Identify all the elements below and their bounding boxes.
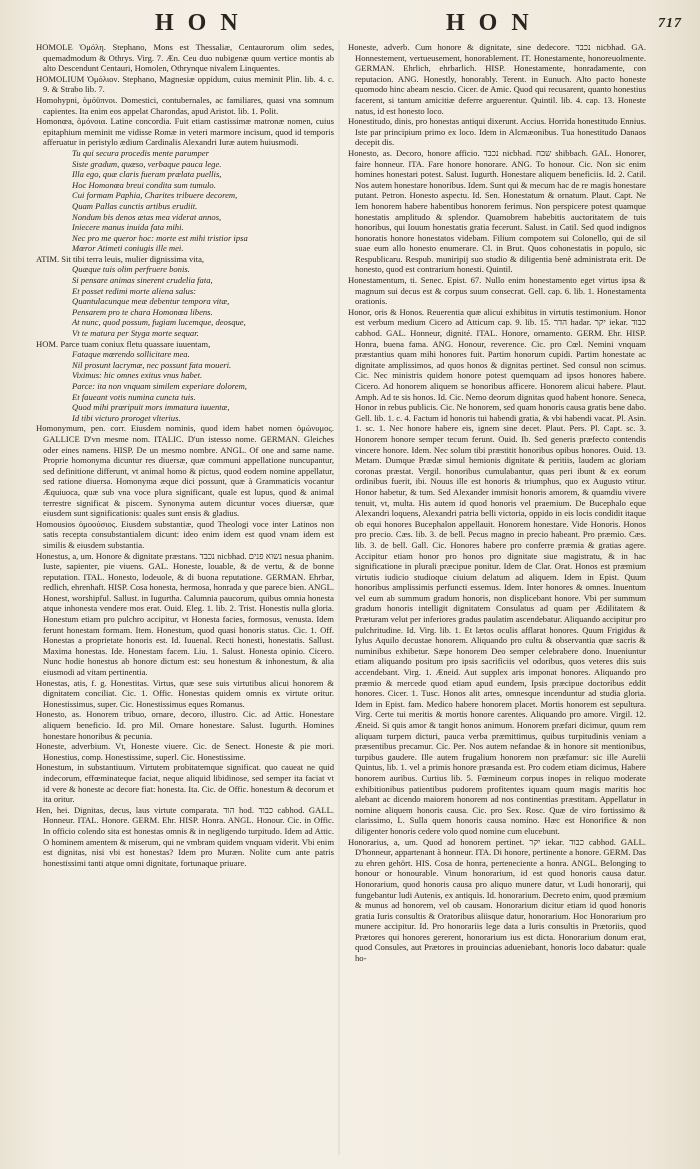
dictionary-entry: Homohypni, ὁμόϋπνοι. Domestici, contubernales, ac familiares, quasi vna somnum capientes. Ita enim eos appelat Charondas, apud Aristot. lib. 1. Polit. [36, 94, 334, 116]
verse-line: Illa ego, quæ claris fueram prælata puellis, [72, 169, 222, 180]
dictionary-entry: HOMOLE Ὁμόλη. Stephano, Mons est Thessaliæ, Centaurorum olim sedes, quemadmodum & Othrys. Virg. 7. Æn. Ceu duo nubigenæ quum vertice montis ab alto Descendunt Centauri, Homolen, Othrynque nivalem Linquentes. [36, 42, 334, 74]
verse-line: Viximus: hic omnes exitus vnus habet. [72, 370, 203, 381]
right-column [348, 42, 646, 1154]
verse-line: Quantulacunque meæ debentur tempora vitæ, [72, 296, 230, 307]
verse-line: Et faueant votis numina cuncta tuis. [72, 391, 196, 402]
verse-line: Id tibi victuro proroget vlterius. [72, 412, 181, 423]
verse-line: Fataque mœrendo sollicitare mea. [72, 349, 190, 360]
dictionary-entry: Homonœa, ὁμόνοια. Latine concordia. Fuit etiam castissimæ matronæ nomen, cuius epitaphium meminit me vidisse Romæ in veteri marmore incisum, quod id temporis afferuatur in peristylo ædium Cardinalis Alexandri Iuræ autem huiusmodi. [36, 116, 334, 148]
running-head-left: HON [155, 10, 252, 36]
running-head [0, 10, 700, 38]
verse-line: Mœror Atimeti coniugis ille mei. [72, 243, 184, 254]
verse-line: Quam Pallas cunctis artibus erudiit. [72, 200, 198, 211]
verse-line: Siste gradum, quæso, verbaque pauca lege. [72, 158, 222, 169]
left-column [36, 42, 334, 1154]
verse-line: Iniecere manus inuida fata mihi. [72, 222, 184, 233]
verse-line: Hoc Homonœa breui condita sum tumulo. [72, 179, 216, 190]
dictionary-entry: Honesto, as. Honorem tribuo, ornare, decoro, illustro. Cic. ad Attic. Honestare aliquem beneficio. Id. pro Mil. Ornare honestare. Salust. Iugurth. Homines honestare honoribus & pecunia. [36, 709, 334, 741]
verse-line: Parce: ita non vnquam similem experiare dolorem, [72, 381, 247, 391]
dictionary-entry: Honeste, adverbium. Vt, Honeste viuere. Cic. de Senect. Honeste & pie mori. Honestius, comp. Honestissime, superl. Cic. Honestissime. [36, 741, 334, 762]
column-gutter [338, 40, 340, 1155]
verse-line: Tu qui secura procedis mente parumper [72, 147, 209, 158]
verse-line: Nil prosunt lacrymæ, nec possunt fata moueri. [72, 359, 232, 370]
verse-line: At nunc, quod possum, fugiam lucemque, deosque, [72, 317, 246, 328]
verse-line: Pensarem pro te chara Homonœa libens. [72, 306, 213, 317]
dictionary-entry: Honesto, as. Decoro, honore afficio. נכבד nicbhad. שבח shibbach. GAL. Honorer, faire honneur. ITA. Fare honore honorare. ANG. To honour. Cic. Non sic enim homines honestari potest. Salust. Iugurth. Honestare aliquem beneficiis. Id. 2. Catil. Nos autem honestare honoribus. Idem. Sunt qui & mecum hac de re magis honestare putant. Petron. Honesto aspectu. Id. Sen. Honestatum & ornatum. Plaut. Capt. Ne Iem honorem habere habentibus honorem ferimus. Non perspicere potest quamque honestatis amplitudo & splendor. Quamobrem habebitis auctoritatem de tuis honoribus, qui Iouum honestatis gratia fecerunt. Salust. in Catil. Sed quod indignos honoratis honore honestatos videbam. Filium compotem sui Colonello, qui de sil suae eum allo honesto enumerare. Cl. in Brut. Quos cohonestatis in populo, sic Respublicaru. Respub. muniripij suo studio & diligentia benè administrata erit. De honesto, quod est contrarium honesti. Quintil. [348, 147, 646, 275]
verse-line: Quod mihi præripuit mors immatura iuuentæ, [72, 402, 230, 413]
dictionary-entry: Honor, oris & Honos. Reuerentia quæ alicui exhibitus in virtutis testimonium. Honor est verbum medium Cicero ad Atticum cap. 9. lib. 15. הדר hadar. יקר iekar. כבוד cabhod. GAL. Honneur, dignité. ITAL. Honore, ornamento. GERM. Ehr. HISP. Honra, buena fama. ANG. Honour, reverence. Cic. pro Cœl. Nemini vnquam præstantius quam mihi honores fuit. Partim honorum cupidi. Partim honestate ac dignitate amplissimos, ad quos honos & dignitas pertinet. Sed consul non scimus. Cic. Nec ministris quidem honore potest quemquam ad ipsos honores habere. Cicero. Ad honorem aliquem se honoribus afficere. Honorem alicui habere. Plaut. Amph. Ad te sis honos. Id. Cic. Nemo deorum dignitas quod habent honore. Seneca, Honor in rebus publicis. Cic. Ne honorem, sed quam honoris causa gratis bene dabo. Gell. lib. 1. c. 4. Factum id honoris tui habendi gratia, & vbi habendi vacat. Pl. Asin. 1. sc. 1. Nec honore habere eis, ignem sine decet. Plaut. Pers. Pl. Capt. sc. 3. Honorem honore semper tecum ferunt. Ouid. Ib. Sed generis præfecto contendis vincere honore. Idem. Nec solum tibi præstitit honoribus opibus honores. Ouid. 13. Metam. Dumque Prædæ simul hemionis dignitate & peritiis, laudem ac gloriam coronas præstat. Vergil. honoribus cumulabantur, quas peri ibunt & ex eorum ordinibus fuerit, ibi. Nouus ille est honoris & triumphus, quo ex Augusto vtitur. Honor habetur, & tum. Sed Alexander immisit honoris amorem, & quamdiu vivere tenuit, vt, multa. His autem id quod honoris vel praemium. De Bucephalo eque Alexandri loquens, Alexandri patria belli victoria, oppido in eis locis condidit itaque ob equi honores Bucephalon appellauit. Honorem honestare. Vide Honoris. Honos pro precio. Cæs. lib. 3. de bell. Pecus magno in precio habeant. Pro præmio. Cæs. lib. 3. de bell. Gall. Cic. Honores habere pro conferre præmia & gratias agere. Accipitur etiam honor pro honos pro dignitate siue magistratu, & in hac significatione in plurali præcipue ponitur. Idem de Clar. Orat. Honos est præmium virtutis iudicio studioque ciuium delatum ad aliquem. Idem in Epist. Quum honoribus amplissimis perfuncti essemus. Idem. Inter honores & omnes. Inuentum vel eum ab summum gradum honoris, non displicebant honore. Vbi per summum gradum honoris intelligit dignitatem Consulatus ad quam per Ædilitatem & Præturam velut per inferiores gradus paulatim ascendebatur. Aliquando accipitur pro pulchritudine. Id. Virg. lib. 1. Et lætos oculis afflarat honores. Quum Frigidus & Iylus Aquilo decustae honorem. Aliquando pro cultu & observantia quæ sacris & numinibus exhibetur. Sæpe honorem Deo semper celebrabere dono. Inueniuntur etiam aliquando positum pro ipsis sacrificiis vel odoribus, quos veteres diis suis accendebant. Virg. 1. Æneid. Aut supplex aris imponat honores. Aliquando pro præmio & mercede quod etiam apud eundem, Ipsis præcipue doctoribus eddit honores. Cicer. 1. Tusc. Honos alit artes, omnesque incenduntur ad studia gloria. Idem in Epist. fam. Medico habere honorem placet. Mortis honorem est sepultura. Virg. Certe tui meritis & mortis honore carentes. Aliquando pro amore. Virgil. 12. Æneid. Si quis amor & tangit honos animum. Honorem præfari dicimur, quum rem aliquam turpem dicturi, pauca verba præmittimus, quibus turpitudinis veniam a præsentibus precamur. Cic. Per. Nos autem nefandae & in honore sit mentionibus, turpibus gaudere. Ille autem frugalium honorem non præfamur: sic ille Aurelii Quintus, lib. 1. vel a primis honore præsanda est. Pro codem etiam dicimus, Habere honorem auribus. Curtius lib. 5. Fœmineum corpus inopes in reliquo moderate exhibitionibus patientibus pudorem profitentes iquam quum magis maritis hoc alebant ac dicendo maiorem honorem ad nos continentias præstitam. Appellatur in nomine aliquem honoris causa. Cic. pro Sex. Rosc. Quæ de viro fortissimo & clarissimo, L. Sulla quem honoris causa nomino. Hæc est Honorifice & non diligenter honoris cedere volo quod nomine cum elucebunt. [348, 306, 646, 836]
dictionary-entry: Hen, hei. Dignitas, decus, laus virtute comparata. הוד hod. כבוד cabhod. GALL. Honneur. ITAL. Honore. GERM. Ehr. HISP. Honra. ANGL. Honour. Cic. in Offic. In officio colendo sita est honestas omnis & in negligendo turpitudo. Idem ad Attic. O hominem amentem & miserum, qui ne vmbram quidem vnquam viderit. Vbi enim est dignitas, nisi vbi est honestas? Idem pro Muræn. Nolite cum ante patris honestissimi tanti atque omni dignitate, fortunaque priuare. [36, 804, 334, 868]
dictionary-entry: Honestas, atis, f. g. Honestitas. Virtus, quæ sese suis virtutibus alicui honorem & dignitatem conciliat. Cic. 1. Offic. Honestas quidem omnis ex virtute oritur. Honestissimus, super. Cic. Honestissimus eques Romanus. [36, 677, 334, 709]
verse-line: Nec pro me queror hoc: morte est mihi tristior ipsa [72, 232, 248, 243]
dictionary-entry: Honestus, a, um. Honore & dignitate præstans. נכבד nicbhad. נשוא פנים nesua phanim. Iuste, sapienter, pie viuens. GAL. Honeste, louable, & de vertu, & de bonne reputation. ITAL. Honesto, lodeuole, & di buona reputatione. GERMAN. Ehrbar, redlich, ehrenhaft. HISP. Cosa honesta, hermosa, honrada y que parece bien. ANGL. Honest, worshipful. Sallust. in Iugurtha. Calumnia paucorum, quibus omnia honesta atque inhonesta vendere mos erat. Ouid. Eleg. 1. lib. 2. Trist. Honestis nulla gloria. Honestum etiam pro pulchro accipitur, vt Honesta facies, formosus, venusta. Idem ferunt honestam formam. Item. Honestum, quod quasi honoris status. Cic. 1. Off. Honestas a proprietate honoris est. Id. Iuuenal. Recti honesti, honestatis. Sallust. Maxima honestas. Ide. Honestam facem. Liu. 1. Salust. Honesta opinio. Cicero. Nunc hodie honestus ab honore dictum est: seu honestum & inhonestum, & alia eiusmodi ad vitam pertinentia. [36, 550, 334, 678]
dictionary-entry: HOMOLIUM Ὁμόλιον. Stephano, Magnesiæ oppidum, cuius meminit Plin. lib. 4. c. 9. & Strabo lib. 7. [36, 73, 334, 95]
dictionary-entry: Honestum, in substantiuum. Virtutem probitatemque significat. quo caueat ne quid indecorum, effœminateque faciat, neque aliquid libidinose, sed semper ita faciat vt id vere & honeste ac decore fiat: honesta. Ita. Cic. de Offic. honestum & decorum et ita oritur. [36, 762, 334, 805]
running-head-right: HON [446, 10, 543, 36]
verse-line: Cui formam Paphia, Charites tribuere decorem, [72, 190, 238, 201]
dictionary-entry: Honorarius, a, um. Quod ad honorem pertinet. יקר iekar. כבוד cabhod. GALL. D'honneur, appartenant à honneur. ITA. Di honore, pertinente a honore. GERM. Das zu ehren gehört. HIS. Cosa de honra, perteneciente a honra. ANGL. Belonging to honour or honourable. Vinum honorarium, id est quod honoris causa datur. Honorarium, quod honoris causa pro aliquo munere datur, vt Ludi honorarij, qui fungebantur ludi Autenis, ex antiquis. Id. honorarium. Decreto enim, quod præmium & munus ad honorem, vel ob causam. Honorarium dicitur etiam id quod honoris gratia Iuris consultis & Oratoribus aliisque datur, honorarium. Hoc Honorarium pro munere accipitur. Id. Pro honorariis lege data a Iuris consultis in Prætoriis, quod Prætores qui honores gererent, honorarium ius est dicta. Honorarium donum erat, quod Consules, aut Prætores in prouincias adueniebant, honoris loco dabatur: quale ho- [348, 836, 646, 964]
dictionary-entry: Honestamentum, ti. Senec. Epist. 67. Nullo enim honestamento eget virtus ipsa & magnum sui decus est & corpus suum consecrat. Gell. cap. 6. lib. 1. Honestamenta orationis. [348, 275, 646, 307]
verse-line: Et posset redimi morte aliena salus: [72, 285, 197, 296]
dictionary-entry: ATIM. Sit tibi terra leuis, mulier dignissima vita, [36, 253, 205, 264]
dictionary-entry: Homousios ὁμοούσιος. Eiusdem substantiæ, quod Theologi voce inter Latinos non satis recepta consubstantialem dicunt: ideo enim idem est quod vnam idem est similis & eiusdem substantia. [36, 518, 334, 550]
dictionary-entry: Honeste, adverb. Cum honore & dignitate, sine dedecore. נכבד nicbhad. GA. Honnestement, vertueusement, honorablement. IT. Honestamente, honoreuolmente. GERMAN. Ehrlich, ehrbarlich. HISP. Honestamente, honradamente, con reputacion. ANG. Honestly, honorably. Terent. in Eunuch. Alto pacto honeste quomodo hinc abeam nescio. Cicer. de Amic. Quod qui recusarent, quanto honestius facerent, si tantum amicitiæ deferre arguerentur. Quintil. lib. 4. cap. 13. Honeste natus, id est honesto loco. [348, 42, 646, 116]
verse-line: Nondum bis denos ætas mea viderat annos, [72, 211, 222, 222]
verse-line: Vt te matura per Styga morte sequar. [72, 328, 199, 339]
dictionary-entry: Homonymum, pen. corr. Eiusdem nominis, quod idem habet nomen ὁμώνυμος. GALLICE D'vn mesme nom. ITALIC. D'un istesso nome. GERMAN. Gleiches oder eines namens. HISP. De un mesmo nombre. ANGL. Of one and same name. Proprie homonyma dicuntur res diuersæ, quæ communi appellatione nuncupantur, sed definitione differunt, vt animal homo & pictus, quod eodem nomine appellatur, sed ratione diuersa. Homonyma æque dici possunt, quæ à Grammaticis vocantur Æquiuoca, quæ sub vna voce plura significant, quale est lupus, quod & animal terrestre significat & piscem. Synonyma autem dicuntur voces diuersæ, quæ eiusdem sunt significationis: quales sunt ensis & gladius. [36, 423, 334, 519]
dictionary-entry: Honestitudo, dinis, pro honestas antiqui dixerunt. Accius. Horrida honestitudo Ennius. Iste par principium primo ex loco. Idem in Alcmæonibus. Tua honestitudo Danaos decepit dis. [348, 116, 646, 148]
verse-line: Si pensare animas sinerent crudelia fata, [72, 275, 213, 286]
dictionary-entry: HOM. Parce tuam coniux fletu quassare iuuentam, [36, 338, 211, 349]
page-number: 717 [658, 16, 682, 31]
verse-line: Quæque tuis olim perfruere bonis. [72, 264, 190, 275]
